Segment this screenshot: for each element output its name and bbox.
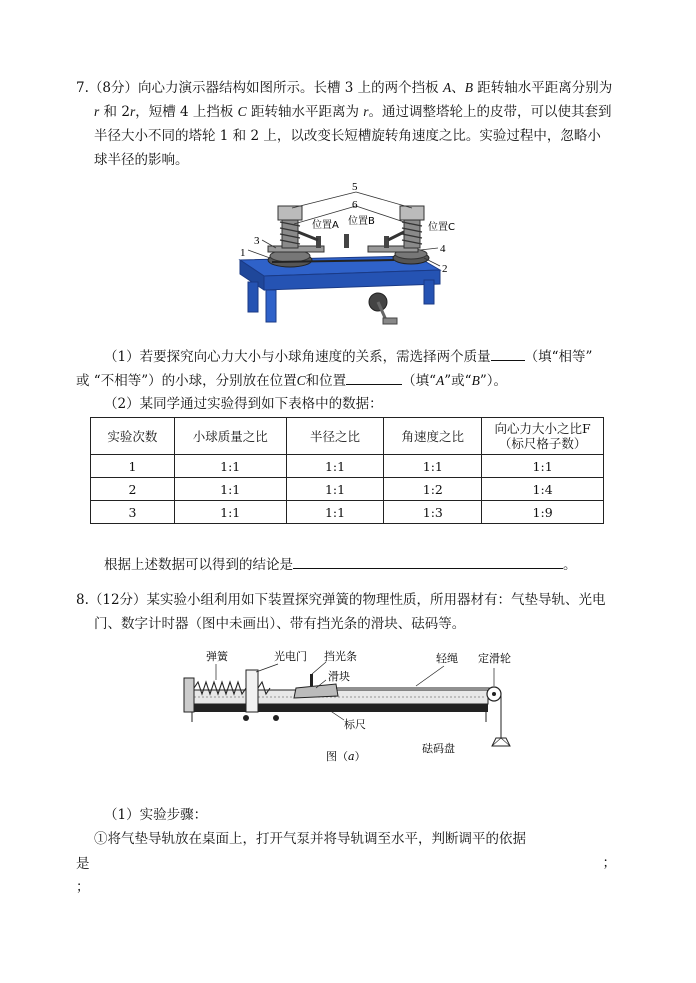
table-header-row [91, 418, 604, 455]
q8-step1-text: 是 [76, 856, 90, 872]
table-cell: 1:1 [174, 501, 286, 524]
table-cell: 1:1 [286, 455, 384, 478]
q7-text: 7.（8分）向心力演示器结构如图所示。长槽 3 上的两个挡板 [76, 80, 443, 96]
table-cell: 1:2 [384, 478, 482, 501]
q7-text: 和 2 [99, 104, 130, 120]
table-header: 实验次数 [91, 418, 175, 455]
label-photogate: 光电门 [274, 650, 307, 663]
q8-step1-line-3: ； [76, 879, 90, 895]
q7-sub1-line-2 [76, 370, 507, 390]
answer-blank-mass[interactable] [491, 346, 525, 361]
q7-sub1-line-1 [104, 346, 592, 366]
label-6: 6 [352, 199, 358, 211]
q7-sub1-text: 或 “不相等”）的小球，分别放在位置 [76, 373, 297, 389]
q7-text: 距转轴水平距离为 [246, 104, 364, 120]
q8-steps-title: （1）实验步骤： [104, 807, 208, 823]
q7-var-r: r [129, 104, 136, 119]
label-ruler: 标尺 [344, 718, 366, 731]
data-table [90, 417, 604, 524]
table-cell: 1:1 [286, 478, 384, 501]
q7-text: 、 [451, 80, 465, 96]
table-cell: 1 [91, 455, 175, 478]
q7-line-4: 球半径的影响。 [94, 152, 189, 168]
q7-var-c: C [237, 104, 247, 119]
q8-step1-line-2 [76, 854, 616, 873]
label-5: 5 [352, 181, 358, 193]
label-position-a: 位置A [312, 220, 339, 231]
centripetal-force-apparatus-figure [228, 178, 464, 336]
label-spring: 弹簧 [206, 650, 228, 663]
table-cell: 1:1 [384, 455, 482, 478]
q7-text: 。通过调整塔轮上的皮带，可以使其套到 [368, 104, 612, 120]
caption-var: a [348, 750, 355, 763]
q7-var-r: r [94, 104, 100, 119]
q7-sub1-text: （1）若要探究向心力大小与小球角速度的关系，需选择两个质量 [104, 349, 491, 365]
q7-text: 距转轴水平距离分别为 [472, 80, 613, 96]
table-row [91, 501, 604, 524]
q7-var-b: B [464, 80, 473, 95]
table-cell: 1:3 [384, 501, 482, 524]
air-track-apparatus-figure [176, 648, 516, 766]
table-header: 角速度之比 [384, 418, 482, 455]
q7-var-a: A [442, 80, 452, 95]
q7-sub1-text: ”或“ [444, 373, 472, 389]
q7-text: ，短槽 4 上挡板 [135, 104, 238, 120]
q7-sub1-text: （填“ [402, 373, 437, 389]
label-pulley: 定滑轮 [478, 652, 511, 665]
q7-line-2 [94, 103, 612, 121]
q7-conclusion-text: 。 [563, 557, 577, 573]
table-header: 半径之比 [286, 418, 384, 455]
table-header: 小球质量之比 [174, 418, 286, 455]
label-slider: 滑块 [328, 670, 350, 683]
q7-conclusion [104, 554, 577, 574]
q7-var-r: r [363, 104, 369, 119]
label-4: 4 [440, 243, 446, 255]
caption-text: ） [354, 750, 366, 763]
answer-blank-position[interactable] [346, 370, 402, 385]
answer-blank-conclusion[interactable] [293, 554, 563, 569]
label-position-c: 位置C [428, 222, 455, 233]
table-cell: 1:1 [174, 478, 286, 501]
table-cell: 1:1 [174, 455, 286, 478]
q7-sub1-text: 和位置 [305, 373, 347, 389]
label-1: 1 [240, 247, 246, 259]
label-weight-pan: 砝码盘 [422, 742, 455, 755]
table-header: （标尺格子数） [498, 436, 587, 451]
label-rope: 轻绳 [436, 652, 458, 665]
table-cell: 1:1 [482, 455, 604, 478]
table-header: 向心力大小之比F [494, 421, 591, 436]
table-header-force [482, 418, 604, 455]
q8-line-2: 门、数字计时器（图中未画出）、带有挡光条的滑块、砝码等。 [94, 616, 466, 632]
q7-var-a: A [436, 373, 445, 388]
table-cell: 3 [91, 501, 175, 524]
table-cell: 1:4 [482, 478, 604, 501]
answer-blank-level[interactable] [90, 854, 590, 868]
label-2: 2 [442, 263, 448, 275]
q7-sub1-text: ”）。 [479, 373, 507, 389]
figure-caption [326, 750, 366, 763]
table-cell: 2 [91, 478, 175, 501]
q8-step1-line-1: ①将气垫导轨放在桌面上，打开气泵并将导轨调至水平，判断调平的依据 [94, 831, 526, 847]
label-light-strip: 挡光条 [324, 650, 357, 663]
label-position-b: 位置B [348, 216, 375, 227]
q8-line-1: 8.（12分）某实验小组利用如下装置探究弹簧的物理性质，所用器材有：气垫导轨、光电 [76, 592, 606, 608]
caption-text: 图（ [326, 750, 348, 763]
table-row [91, 455, 604, 478]
q7-conclusion-text: 根据上述数据可以得到的结论是 [104, 557, 293, 573]
q7-line-3: 半径大小不同的塔轮 1 和 2 上，以改变长短槽旋转角速度之比。实验过程中，忽略小 [94, 128, 601, 144]
q7-sub1-text: （填“相等” [524, 349, 593, 365]
q7-var-b: B [471, 373, 480, 388]
q7-var-c: C [296, 373, 306, 388]
q8-step1-text: ； [602, 855, 616, 871]
q7-line-1 [76, 79, 612, 97]
table-row [91, 478, 604, 501]
table-cell: 1:1 [286, 501, 384, 524]
label-3: 3 [254, 235, 260, 247]
q7-sub2: （2）某同学通过实验得到如下表格中的数据： [104, 396, 383, 412]
table-cell: 1:9 [482, 501, 604, 524]
